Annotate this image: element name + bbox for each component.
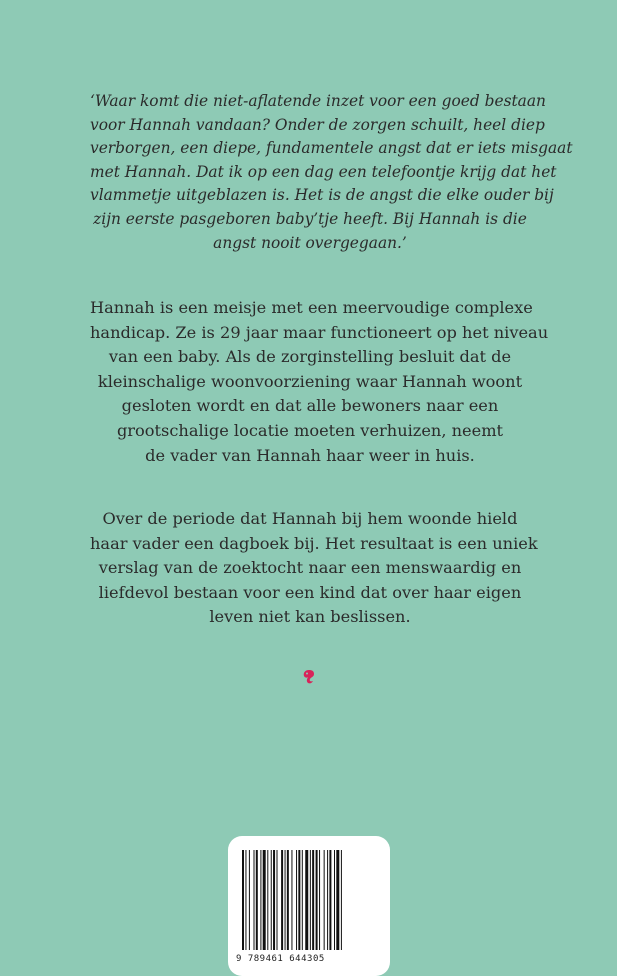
barcode-bar [296, 850, 297, 950]
barcode-bar [316, 850, 318, 950]
barcode-bar [281, 850, 283, 950]
blurb-line: gesloten wordt en dat alle bewoners naar een [121, 396, 499, 416]
blurb-line: kleinschalige woonvoorziening waar Hannah woont [97, 371, 523, 391]
barcode-bar [324, 850, 325, 950]
blurb-line: Over de periode dat Hannah bij hem woonde hield [102, 509, 518, 528]
barcode-bar [291, 850, 292, 950]
blurb-line: haar vader een dagboek bij. Het resultaat is een uniek [90, 533, 538, 553]
quote-line: angst nooit overgegaan.’ [213, 233, 407, 252]
barcode-bar [273, 850, 275, 950]
blurb-paragraph-2 [90, 507, 538, 630]
quote-line: ‘Waar komt die niet-aflatende inzet voor een goed bestaan [90, 92, 546, 110]
barcode-bar [341, 850, 342, 950]
barcode-bar [285, 850, 286, 950]
quote-line: met Hannah. Dat ik op een dag een telefoontje krijg dat het [90, 162, 557, 181]
barcode-bar [267, 850, 268, 950]
barcode-bar [260, 850, 261, 950]
barcode-bar [254, 850, 255, 950]
barcode-bar [312, 850, 314, 950]
barcode-bar [271, 850, 272, 950]
publisher-logo-icon [302, 669, 316, 685]
barcode-bar [329, 850, 331, 950]
barcode-bar [263, 850, 266, 950]
blurb-line: de vader van Hannah haar weer in huis. [145, 445, 475, 465]
quote-line: zijn eerste pasgeboren baby’tje heeft. Bij Hannah is die [93, 209, 527, 228]
barcode-bar [334, 850, 335, 950]
barcode-bar [305, 850, 308, 950]
blurb-line: handicap. Ze is 29 jaar maar functioneert op het niveau [90, 322, 549, 342]
blurb-line: van een baby. Als de zorginstelling besluit dat de [108, 347, 512, 367]
barcode-bar [245, 850, 246, 950]
blurb-line: liefdevol bestaan voor een kind dat over haar eigen [98, 582, 522, 602]
quote-line: voor Hannah vandaan? Onder de zorgen schuilt, heel diep [90, 115, 545, 134]
blurb-line: verslag van de zoektocht naar een menswaardig en [98, 558, 522, 578]
barcode-bar [319, 850, 320, 950]
quote-line: vlammetje uitgeblazen is. Het is de angst die elke ouder bij [90, 186, 554, 205]
barcode-bar [310, 850, 311, 950]
blurb-paragraph-1 [90, 296, 549, 468]
quote-line: verborgen, een diepe, fundamentele angst dat er iets misgaat [90, 139, 573, 158]
blurb-line: Hannah is een meisje met een meervoudige complexe [90, 298, 533, 317]
blurb-line: leven niet kan beslissen. [209, 607, 411, 627]
barcode-bar [242, 850, 244, 950]
barcode-bar [249, 850, 250, 950]
barcode-bar [327, 850, 328, 950]
barcode-bar [256, 850, 258, 950]
barcode-bar [287, 850, 289, 950]
barcode-bar [298, 850, 300, 950]
barcode-bar [302, 850, 303, 950]
barcode [242, 850, 376, 950]
barcode-panel [228, 836, 390, 976]
barcode-bar [277, 850, 278, 950]
barcode-bar [336, 850, 339, 950]
blurb-line: grootschalige locatie moeten verhuizen, neemt [116, 420, 504, 440]
back-cover-quote [90, 90, 573, 255]
isbn-number: 9 789461 644305 [236, 954, 325, 964]
